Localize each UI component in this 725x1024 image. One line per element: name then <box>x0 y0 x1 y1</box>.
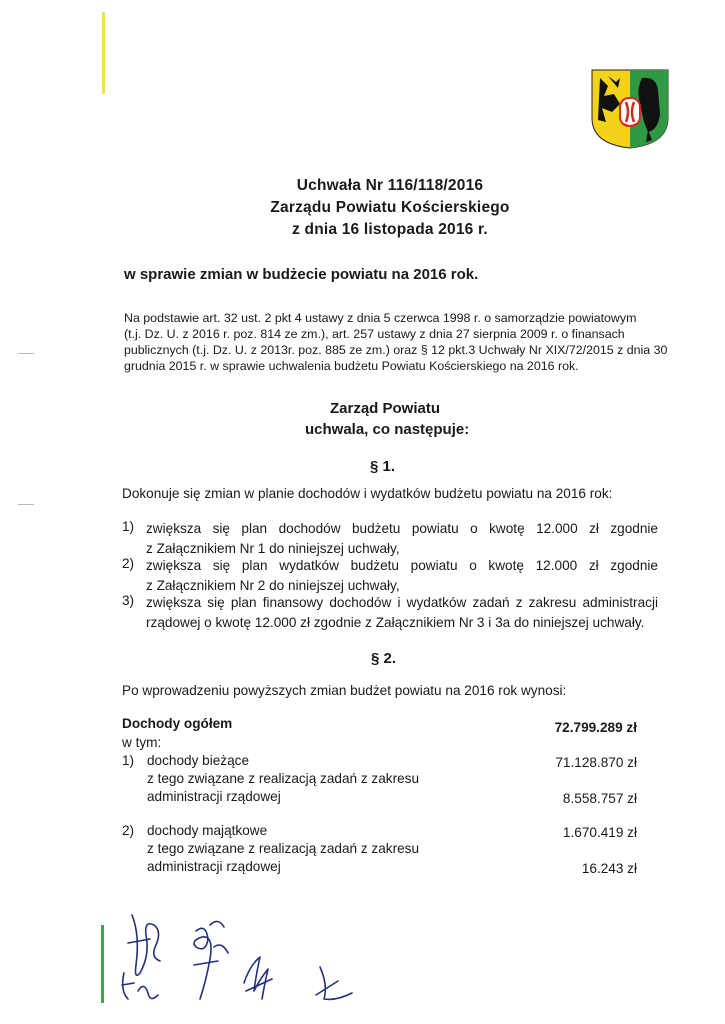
legal-basis <box>124 310 668 374</box>
legal-basis-line: (t.j. Dz. U. z 2016 r. poz. 814 ze zm.), art. 257 ustawy z dnia 27 sierpnia 2009 r. o finansach <box>124 327 625 341</box>
list-item-line: rządowej o kwotę 12.000 zł zgodnie z Załącznikiem Nr 3 i 3a do niniejszej uchwały. <box>146 615 645 630</box>
section-1-intro: Dokonuje się zmian w planie dochodów i wydatków budżetu powiatu na 2016 rok: <box>122 486 613 501</box>
board-heading: Zarząd Powiatu <box>330 400 441 417</box>
in-that-label: w tym: <box>122 735 162 750</box>
total-income-label: Dochody ogółem <box>122 716 233 731</box>
list-item-line: zwiększa się plan wydatków budżetu powiatu o kwotę 12.000 zł zgodnie <box>146 558 658 573</box>
income-row-value: 71.128.870 zł <box>555 755 637 770</box>
list-item-number: 1) <box>122 519 135 534</box>
legal-basis-line: publicznych (t.j. Dz. U. z 2013r. poz. 885 ze zm.) oraz § 12 pkt.3 Uchwały Nr XIX/72/2015 z dnia 30 <box>124 343 668 357</box>
legal-basis-line: Na podstawie art. 32 ust. 2 pkt 4 ustawy z dnia 5 czerwca 1998 r. o samorządzie powiatowym <box>124 311 637 325</box>
income-row-label: dochody bieżące <box>147 753 250 768</box>
income-row-value: 1.670.419 zł <box>562 825 637 840</box>
total-income-value: 72.799.289 zł <box>554 720 637 735</box>
handwritten-signatures <box>110 895 380 1015</box>
list-item-text <box>146 556 658 596</box>
income-row-sub-value: 8.558.757 zł <box>562 791 637 806</box>
list-item-line: z Załącznikiem Nr 2 do niniejszej uchwały, <box>146 578 400 593</box>
list-item-text <box>146 519 658 559</box>
income-row-sub-label: administracji rządowej <box>147 859 281 874</box>
list-item-text <box>146 593 658 633</box>
income-row-sub-value: 16.243 zł <box>581 861 637 876</box>
list-item-number: 2) <box>122 556 135 571</box>
income-row-sub-label: administracji rządowej <box>147 789 281 804</box>
yellow-margin-mark <box>102 12 105 94</box>
income-row-number: 2) <box>122 823 135 838</box>
income-row-sub-label: z tego związane z realizacją zadań z zakresu <box>147 841 420 856</box>
legal-basis-line: grudnia 2015 r. w sprawie uchwalenia budżetu Powiatu Kościerskiego na 2016 rok. <box>124 359 579 373</box>
section-2-intro: Po wprowadzeniu powyższych zmian budżet powiatu na 2016 rok wynosi: <box>122 683 567 698</box>
board-name: Zarządu Powiatu Kościerskiego <box>270 199 510 216</box>
section-1-heading: § 1. <box>370 458 396 475</box>
income-row-sub-label: z tego związane z realizacją zadań z zakresu <box>147 771 420 786</box>
green-margin-mark <box>101 925 104 1003</box>
income-row-number: 1) <box>122 753 135 768</box>
coat-of-arms-icon <box>590 68 670 150</box>
list-item-number: 3) <box>122 593 135 608</box>
resolution-subject: w sprawie zmian w budżecie powiatu na 2016 rok. <box>124 266 479 283</box>
margin-dash-2 <box>18 504 34 505</box>
resolution-date: z dnia 16 listopada 2016 r. <box>292 221 488 238</box>
list-item-line: z Załącznikiem Nr 1 do niniejszej uchwały, <box>146 541 400 556</box>
margin-dash-1 <box>18 353 34 354</box>
list-item-line: zwiększa się plan dochodów budżetu powiatu o kwotę 12.000 zł zgodnie <box>146 521 658 536</box>
section-2-heading: § 2. <box>371 650 397 667</box>
resolution-number: Uchwała Nr 116/118/2016 <box>296 177 484 194</box>
board-decides: uchwala, co następuje: <box>305 421 470 438</box>
list-item-line: zwiększa się plan finansowy dochodów i wydatków zadań z zakresu administracji <box>146 595 658 610</box>
income-row-label: dochody majątkowe <box>147 823 268 838</box>
